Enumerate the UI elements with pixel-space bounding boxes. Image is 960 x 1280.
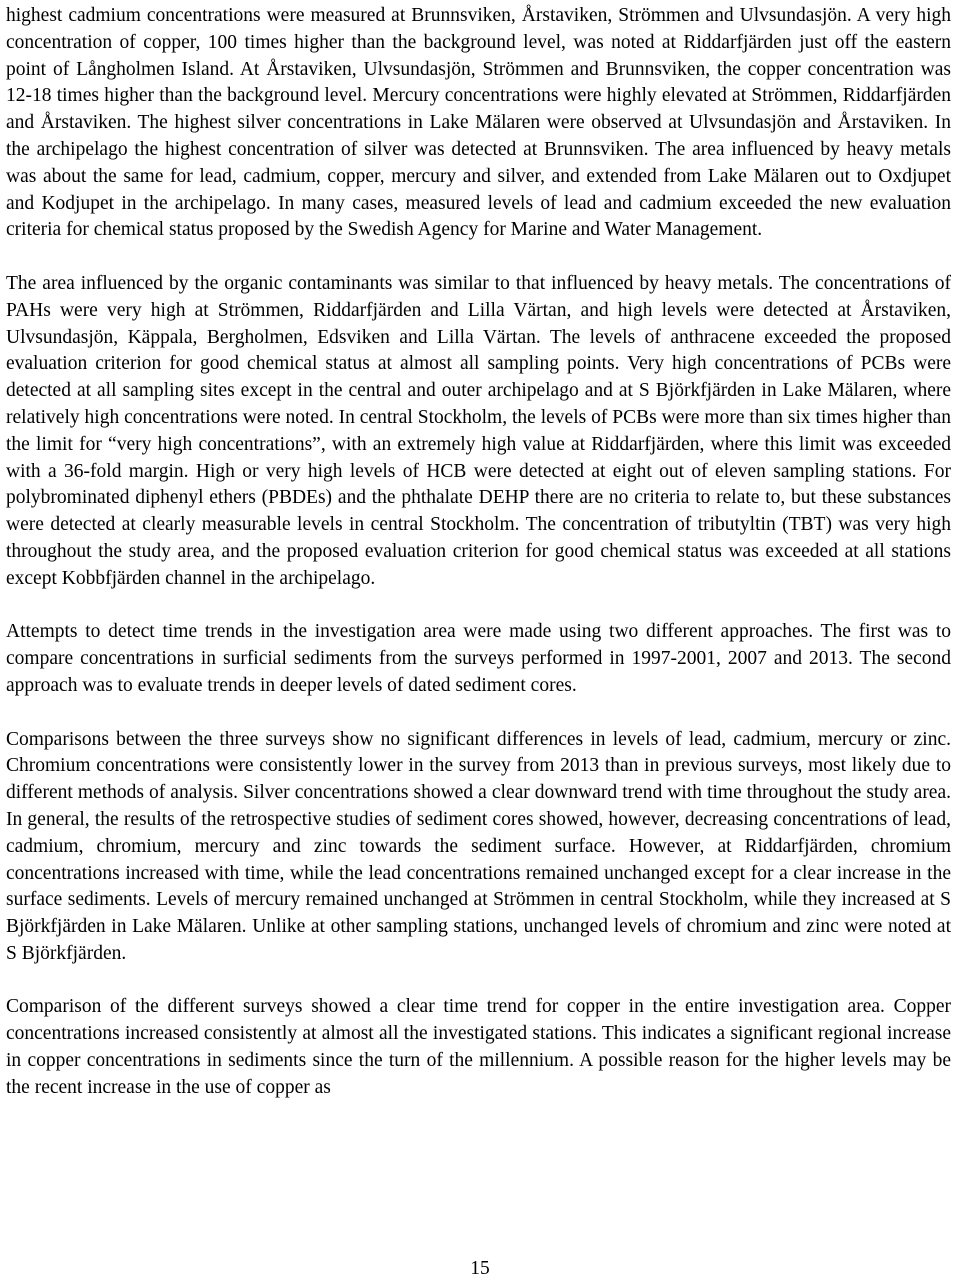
paragraph-copper-trend: Comparison of the different surveys showed a clear time trend for copper in the entire investigation area. Copper concentrations increased consistently at almost all the investigated stations. This indicates a significant regional increase in copper concentrations in sediments since the turn of the millennium. A possible reason for the higher levels may be the recent increase in the use of copper as xyxy=(6,996,951,1098)
paragraph-survey-comparisons: Comparisons between the three surveys show no significant differences in levels of lead, cadmium, mercury or zinc. Chromium concentrations were consistently lower in the survey from 2013 than in previous surveys, most likely due to different methods of analysis. Silver concentrations showed a clear downward trend with time throughout the study area. In general, the results of the retrospective studies of sediment cores showed, however, decreasing concentrations of lead, cadmium, chromium, mercury and zinc towards the sediment surface. However, at Riddarfjärden, chromium concentrations increased with time, while the lead concentrations remained unchanged except for a clear increase in the surface sediments. Levels of mercury remained unchanged at Strömmen in central Stockholm, while they increased at S Björkfjärden in Lake Mälaren. Unlike at other sampling stations, unchanged levels of chromium and zinc were noted at S Björkfjärden. xyxy=(6,728,951,964)
paragraph-time-trend-approaches: Attempts to detect time trends in the investigation area were made using two different approaches. The first was to compare concentrations in surficial sediments from the surveys performed in 1997-2001, 2007 and 2013. The second approach was to evaluate trends in deeper levels of dated sediment cores. xyxy=(6,621,951,696)
page-number: 15 xyxy=(470,1258,490,1279)
paragraph-heavy-metals: highest cadmium concentrations were measured at Brunnsviken, Årstaviken, Strömmen and Ulvsundasjön. A very high concentration of copper, 100 times higher than the background level, was noted at Riddarfjärden just off the eastern point of Långholmen Island. At Årstaviken, Ulvsundasjön, Strömmen and Brunnsviken, the copper concentration was 12-18 times higher than the background level. Mercury concentrations were highly elevated at Strömmen, Riddarfjärden and Årstaviken. The highest silver concentrations in Lake Mälaren were observed at Ulvsundasjön and Årstaviken. In the archipelago the highest concentration of silver was detected at Brunnsviken. The area influenced by heavy metals was about the same for lead, cadmium, copper, mercury and silver, and extended from Lake Mälaren out to Oxdjupet and Kodjupet in the archipelago. In many cases, measured levels of lead and cadmium exceeded the new evaluation criteria for chemical status proposed by the Swedish Agency for Marine and Water Management. xyxy=(6,5,951,241)
body-text xyxy=(6,3,951,1102)
paragraph-organic-contaminants: The area influenced by the organic contaminants was similar to that influenced by heavy metals. The concentrations of PAHs were very high at Strömmen, Riddarfjärden and Lilla Värtan, and high levels were detected at Årstaviken, Ulvsundasjön, Käppala, Bergholmen, Edsviken and Lilla Värtan. The levels of anthracene exceeded the proposed evaluation criterion for good chemical status at almost all sampling points. Very high concentrations of PCBs were detected at all sampling sites except in the central and outer archipelago and at S Björkfjärden in Lake Mälaren, where relatively high concentrations were noted. In central Stockholm, the levels of PCBs were more than six times higher than the limit for “very high concentrations”, with an extremely high value at Riddarfjärden, where this limit was exceeded with a 36-fold margin. High or very high levels of HCB were detected at eight out of eleven sampling stations. For polybrominated diphenyl ethers (PBDEs) and the phthalate DEHP there are no criteria to relate to, but these substances were detected at clearly measurable levels in central Stockholm. The concentration of tributyltin (TBT) was very high throughout the study area, and the proposed evaluation criterion for good chemical status was exceeded at all stations except Kobbfjärden channel in the archipelago. xyxy=(6,272,951,589)
